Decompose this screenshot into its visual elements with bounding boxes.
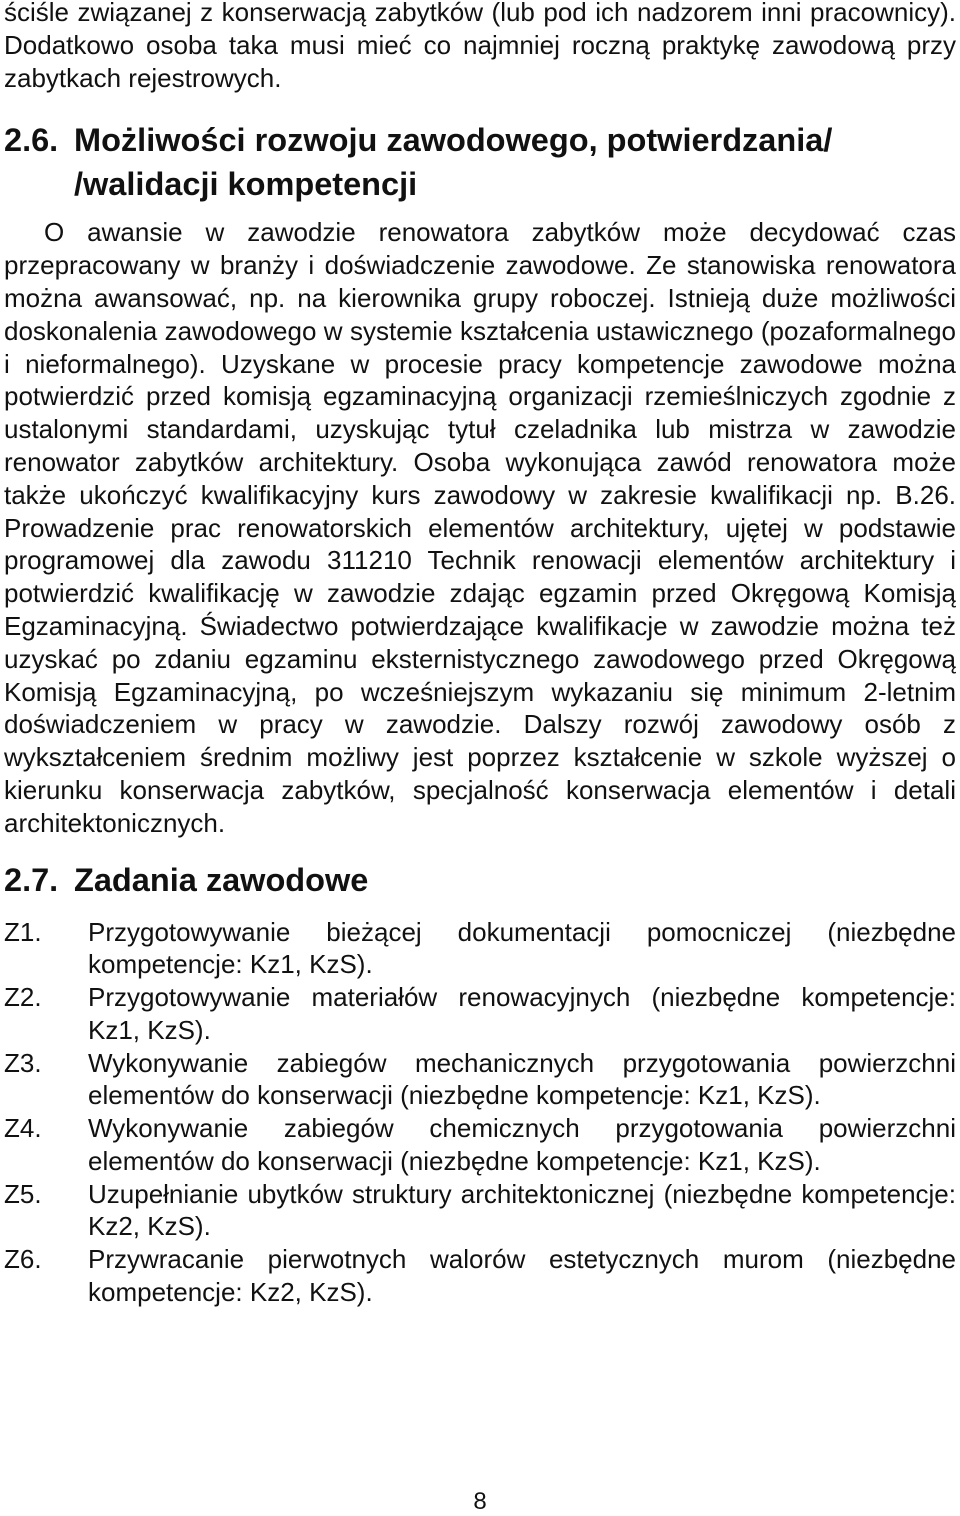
section-2-7-title: Zadania zawodowe: [74, 861, 369, 898]
document-page: [4, 0, 956, 1324]
page-number: 8: [473, 1488, 487, 1515]
task-text: Uzupełnianie ubytków struktury architektonicznej (niezbędne kompetencje: Kz2, KzS).: [88, 1178, 956, 1242]
section-2-7-number: 2.7.: [4, 861, 59, 898]
task-item: [4, 981, 956, 1046]
task-item: [4, 1047, 956, 1112]
task-text: Przygotowywanie bieżącej dokumentacji pomocniczej (niezbędne kompetencje: Kz1, KzS).: [88, 916, 956, 980]
section-2-7-heading: [4, 858, 956, 902]
task-item: [4, 1178, 956, 1243]
task-code: Z2.: [4, 982, 42, 1013]
task-text: Wykonywanie zabiegów chemicznych przygotowania powierzchni elementów do konserwacji (niezbędne kompetencje: Kz1, KzS).: [88, 1113, 956, 1176]
task-code: Z5.: [4, 1178, 42, 1209]
task-list: [4, 916, 956, 1309]
section-2-6-title-line2: /walidacji kompetencji: [74, 166, 418, 203]
task-text: Przygotowywanie materiałów renowacyjnych (niezbędne kompetencje: Kz1, KzS).: [88, 982, 956, 1045]
task-item: [4, 1112, 956, 1177]
task-item: [4, 1243, 956, 1308]
section-2-6-body: O awansie w zawodzie renowatora zabytków może decydować czas przepracowany w branży i doświadczenie zawodowe. Ze stanowiska renowatora można awansować, np. na kierownika grupy roboczej. Istnieją duże możliwości doskonalenia zawodowego w systemie kształcenia ustawicznego (pozaformalnego i nieformalnego). Uzyskane w procesie pracy kompetencje zawodowe można potwierdzić przed komisją egzaminacyjną organizacji rzemieślniczych zgodnie z ustalonymi standardami, uzyskując tytuł czeladnika lub mistrza w zawodzie renowator zabytków architektury. Osoba wykonująca zawód renowatora może także ukończyć kwalifikacyjny kurs zawodowy w zakresie kwalifikacji np. B.26. Prowadzenie prac renowatorskich elementów architektury, ujętej w podstawie programowej dla zawodu 311210 Technik renowacji elementów architektury i potwierdzić kwalifikację w zawodzie zdając egzamin przed Okręgową Komisją Egzaminacyjną. Świadectwo potwierdzające kwalifikacje w zawodzie można też uzyskać po zdaniu egzaminu eksternistycznego zawodowego przed Okręgową Komisją Egzaminacyjną, po wcześniejszym wykazaniu się minimum 2-letnim doświadczeniem w pracy w zawodzie. Dalszy rozwój zawodowy osób z wykształceniem średnim możliwy jest poprzez kształcenie w szkole wyższej o kierunku konserwacja zabytków, specjalność konserwacja elementów i detali architektonicznych.: [4, 217, 956, 838]
intro-paragraph: ściśle związanej z konserwacją zabytków (lub pod ich nadzorem inni pracownicy). Dodatkowo osoba taka musi mieć co najmniej roczną praktykę zawodową przy zabytkach rejestrowych.: [4, 0, 956, 93]
task-item: [4, 916, 956, 981]
task-code: Z3.: [4, 1047, 42, 1078]
task-code: Z6.: [4, 1244, 42, 1275]
task-text: Przywracanie pierwotnych walorów estetycznych murom (niezbędne kompetencje: Kz2, KzS).: [88, 1244, 956, 1307]
section-2-6-heading: [4, 118, 956, 206]
task-text: Wykonywanie zabiegów mechanicznych przygotowania powierzchni elementów do konserwacji (niezbędne kompetencje: Kz1, KzS).: [88, 1047, 956, 1111]
section-2-6-number: 2.6.: [4, 122, 59, 159]
section-2-6-title-line1: Możliwości rozwoju zawodowego, potwierdzania/: [74, 122, 833, 159]
task-code: Z1.: [4, 916, 42, 947]
task-code: Z4.: [4, 1113, 42, 1144]
